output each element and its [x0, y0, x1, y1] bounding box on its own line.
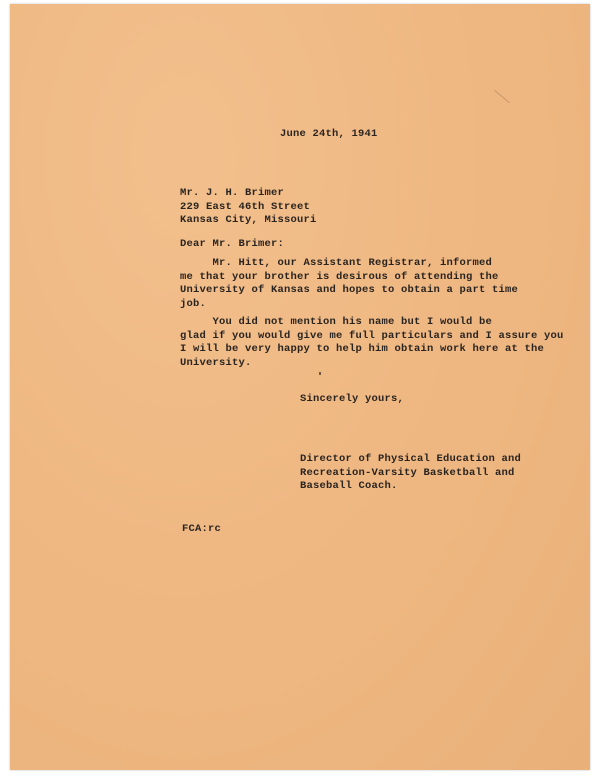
closing: Sincerely yours,	[300, 393, 405, 405]
paragraph-line: me that your brother is desirous of attending the	[180, 270, 499, 283]
stray-mark	[319, 372, 321, 375]
letter-date: June 24th, 1941	[280, 128, 378, 140]
letter-page	[10, 4, 590, 770]
paragraph-line: job.	[180, 297, 207, 310]
recipient-city: Kansas City, Missouri	[180, 214, 317, 226]
paragraph-line: Mr. Hitt, our Assistant Registrar, informed	[180, 257, 493, 269]
signature-line: Baseball Coach.	[300, 480, 398, 492]
paragraph-line: University of Kansas and hopes to obtain a part time	[180, 284, 519, 296]
signature-block	[300, 453, 521, 494]
recipient-name: Mr. J. H. Brimer	[180, 187, 285, 199]
body-paragraph-2	[180, 316, 564, 370]
paragraph-line: I will be very happy to help him obtain work here at the	[180, 343, 545, 355]
recipient-address	[180, 187, 317, 228]
signature-line: Recreation-Varsity Basketball and	[300, 466, 515, 479]
recipient-street: 229 East 46th Street	[180, 200, 311, 213]
reference-initials: FCA:rc	[182, 523, 222, 535]
signature-line: Director of Physical Education and	[300, 453, 522, 465]
paragraph-line: University.	[180, 356, 252, 369]
body-paragraph-1	[180, 257, 518, 311]
paragraph-line: You did not mention his name but I would be	[180, 316, 493, 328]
paper-mark	[494, 90, 510, 104]
paragraph-line: glad if you would give me full particulars and I assure you	[180, 329, 564, 342]
salutation: Dear Mr. Brimer:	[180, 238, 285, 250]
